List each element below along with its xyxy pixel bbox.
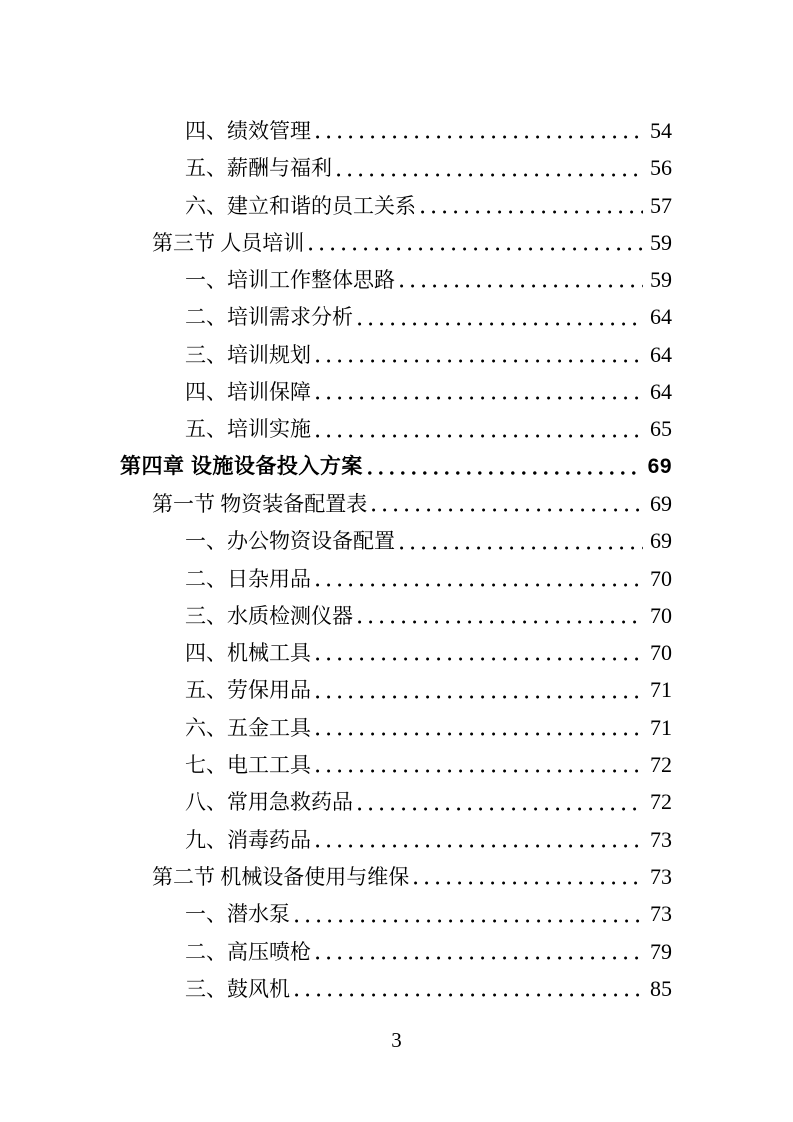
toc-entry[interactable] [120, 187, 672, 224]
toc-leader-dots [337, 173, 643, 177]
toc-leader-dots [400, 546, 643, 550]
toc-entry[interactable] [120, 783, 672, 820]
toc-entry[interactable] [120, 261, 672, 298]
toc-entry-page: 64 [650, 304, 672, 330]
toc-entry-page: 64 [650, 341, 672, 367]
toc-leader-dots [414, 881, 643, 885]
toc-entry-page: 70 [650, 640, 672, 666]
toc-entry-label: 八、常用急救药品 [185, 790, 353, 815]
toc-entry[interactable] [120, 933, 672, 970]
toc-entry-label: 五、培训实施 [185, 417, 311, 442]
toc-entry[interactable] [120, 224, 672, 261]
toc-entry-label: 七、电工工具 [185, 753, 311, 778]
toc-leader-dots [316, 583, 643, 587]
toc-entry[interactable] [120, 597, 672, 634]
toc-entry[interactable] [120, 448, 672, 485]
toc-entry-label: 六、五金工具 [185, 715, 311, 740]
toc-entry-label: 二、高压喷枪 [185, 939, 311, 964]
toc-entry-label: 三、水质检测仪器 [185, 603, 353, 628]
toc-entry[interactable] [120, 410, 672, 447]
toc-entry-page: 72 [650, 752, 672, 778]
toc-entry-page: 73 [650, 901, 672, 927]
toc-entry[interactable] [120, 858, 672, 895]
toc-entry-page: 59 [650, 229, 672, 255]
toc-entry-label: 第三节 人员培训 [152, 230, 305, 255]
toc-entry[interactable] [120, 149, 672, 186]
toc-entry-label: 一、培训工作整体思路 [185, 268, 395, 293]
toc-entry-label: 二、日杂用品 [185, 566, 311, 591]
toc-entry[interactable] [120, 634, 672, 671]
toc-leader-dots [316, 359, 643, 363]
toc-entry-label: 第二节 机械设备使用与维保 [152, 864, 410, 889]
toc-leader-dots [316, 396, 643, 400]
toc-leader-dots [368, 471, 641, 475]
toc-entry[interactable] [120, 821, 672, 858]
toc-entry[interactable] [120, 373, 672, 410]
toc-entry-page: 71 [650, 677, 672, 703]
toc-entry-label: 一、办公物资设备配置 [185, 529, 395, 554]
toc-leader-dots [295, 919, 643, 923]
toc-leader-dots [358, 807, 643, 811]
page-number: 3 [391, 1028, 402, 1052]
toc-entry-page: 57 [650, 192, 672, 218]
toc-leader-dots [309, 247, 643, 251]
toc-entry-page: 69 [647, 454, 672, 478]
toc-entry[interactable] [120, 895, 672, 932]
toc-entry-page: 59 [650, 267, 672, 293]
toc-entry-page: 69 [650, 528, 672, 554]
toc-entry[interactable] [120, 970, 672, 1007]
toc-entry-label: 一、潜水泵 [185, 902, 290, 927]
toc-entry[interactable] [120, 746, 672, 783]
toc-entry-label: 五、劳保用品 [185, 678, 311, 703]
toc-entry[interactable] [120, 709, 672, 746]
toc-leader-dots [295, 993, 643, 997]
toc-leader-dots [421, 210, 643, 214]
toc-entry[interactable] [120, 485, 672, 522]
toc-list [120, 112, 672, 1007]
toc-entry-page: 70 [650, 602, 672, 628]
toc-leader-dots [316, 956, 643, 960]
toc-entry-label: 九、消毒药品 [185, 827, 311, 852]
toc-entry-label: 三、鼓风机 [185, 976, 290, 1001]
toc-entry-page: 70 [650, 565, 672, 591]
toc-entry-label: 四、培训保障 [185, 380, 311, 405]
toc-entry-page: 85 [650, 975, 672, 1001]
toc-entry-label: 四、绩效管理 [185, 119, 311, 143]
toc-entry[interactable] [120, 298, 672, 335]
toc-entry-page: 64 [650, 379, 672, 405]
toc-entry[interactable] [120, 671, 672, 708]
toc-entry-label: 第一节 物资装备配置表 [152, 491, 368, 516]
toc-leader-dots [316, 769, 643, 773]
toc-entry-page: 73 [650, 826, 672, 852]
toc-leader-dots [316, 732, 643, 736]
toc-entry[interactable] [120, 112, 672, 149]
toc-leader-dots [316, 844, 643, 848]
toc-entry-page: 65 [650, 416, 672, 442]
toc-entry-label: 四、机械工具 [185, 641, 311, 666]
toc-entry[interactable] [120, 560, 672, 597]
toc-entry-page: 71 [650, 714, 672, 740]
toc-entry-page: 72 [650, 789, 672, 815]
toc-entry-page: 73 [650, 863, 672, 889]
toc-entry-label: 第四章 设施设备投入方案 [120, 454, 363, 478]
toc-entry-label: 五、薪酬与福利 [185, 156, 332, 181]
toc-leader-dots [358, 322, 643, 326]
toc-entry-label: 二、培训需求分析 [185, 305, 353, 330]
toc-entry-label: 三、培训规划 [185, 342, 311, 367]
toc-leader-dots [400, 284, 643, 288]
toc-entry-label: 六、建立和谐的员工关系 [185, 193, 416, 218]
toc-leader-dots [372, 508, 643, 512]
toc-leader-dots [316, 434, 643, 438]
toc-entry-page: 69 [650, 490, 672, 516]
toc-entry-page: 79 [650, 938, 672, 964]
toc-leader-dots [316, 695, 643, 699]
toc-leader-dots [316, 657, 643, 661]
toc-entry-page: 56 [650, 155, 672, 181]
toc-leader-dots [316, 135, 643, 139]
toc-leader-dots [358, 620, 643, 624]
toc-entry-page: 54 [650, 118, 672, 143]
toc-entry[interactable] [120, 522, 672, 559]
toc-entry[interactable] [120, 336, 672, 373]
